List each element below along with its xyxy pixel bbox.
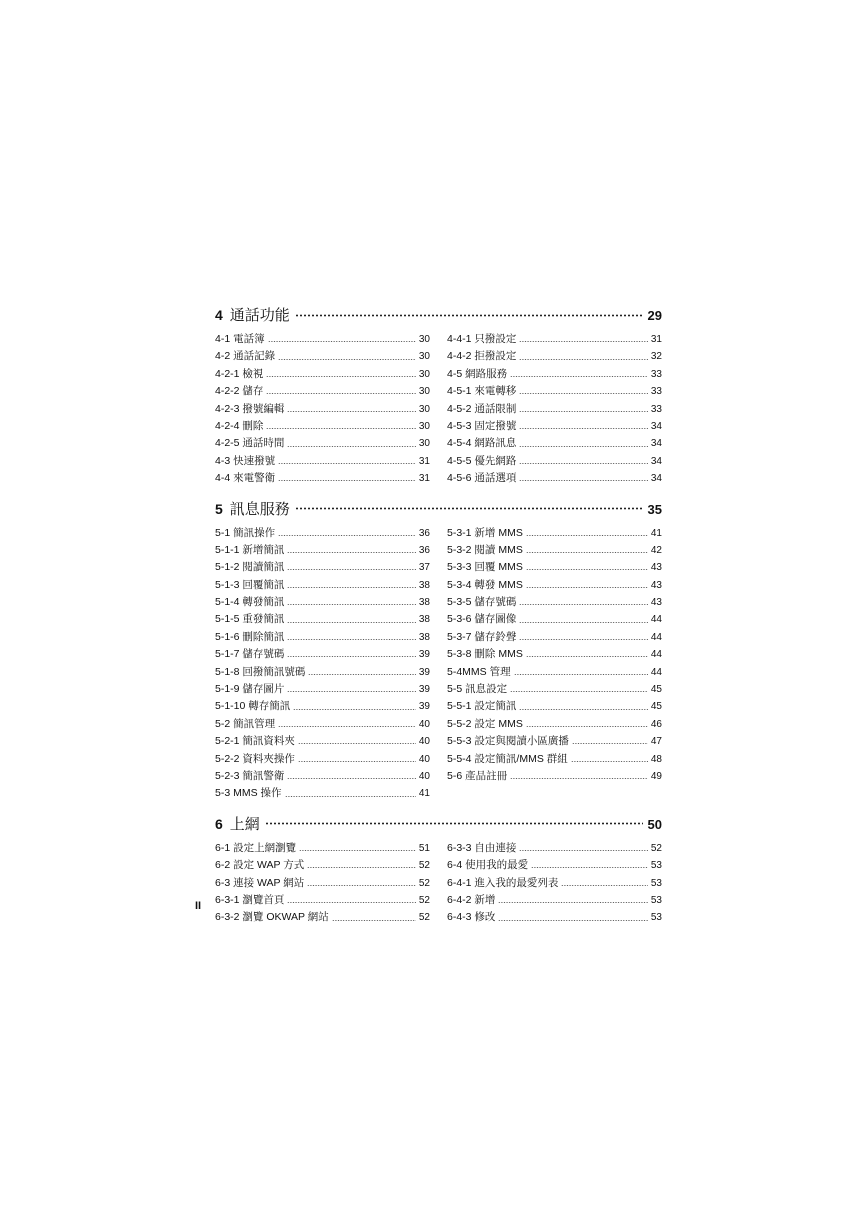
entry-column-left — [215, 331, 430, 488]
entry-label: 5-3-8 刪除 MMS — [447, 648, 523, 661]
leader-dots — [526, 550, 648, 556]
entry-page: 45 — [650, 684, 662, 696]
entry-page: 39 — [418, 701, 430, 713]
toc-entry[interactable] — [447, 629, 662, 646]
entry-label: 5-1-7 儲存號碼 — [215, 648, 285, 661]
entry-label: 5-2-1 簡訊資料夾 — [215, 735, 295, 748]
leader-dots — [519, 356, 647, 362]
entry-page: 32 — [650, 351, 662, 363]
entry-label: 5-2-3 簡訊警衛 — [215, 769, 285, 782]
toc-entry[interactable] — [215, 559, 430, 576]
entry-label: 6-2 設定 WAP 方式 — [215, 859, 305, 872]
leader-dots — [519, 478, 647, 484]
leader-dots — [519, 443, 647, 449]
entry-page: 31 — [418, 473, 430, 485]
entry-columns — [215, 525, 662, 803]
toc-entry[interactable] — [215, 733, 430, 750]
toc-entry[interactable] — [215, 383, 430, 400]
leader-dots — [571, 758, 648, 764]
entry-label: 4-2-4 刪除 — [215, 419, 264, 432]
entry-page: 34 — [650, 438, 662, 450]
toc-entry[interactable] — [447, 875, 662, 892]
section-page: 29 — [647, 308, 662, 323]
entry-page: 34 — [650, 455, 662, 467]
leader-dots — [510, 689, 648, 695]
toc-entry[interactable] — [215, 401, 430, 418]
leader-dots — [519, 602, 647, 608]
toc-entry[interactable] — [215, 664, 430, 681]
entry-label: 5-2-2 資料夾操作 — [215, 752, 295, 765]
entry-label: 4-2 通話記錄 — [215, 350, 276, 363]
leader-dots — [572, 741, 648, 747]
entry-label: 6-3 連接 WAP 網站 — [215, 876, 305, 889]
toc-section — [215, 304, 662, 488]
toc-entry[interactable] — [215, 681, 430, 698]
entry-page: 38 — [418, 597, 430, 609]
entry-label: 4-3 快速撥號 — [215, 454, 276, 467]
leader-dots — [293, 706, 416, 712]
entry-page: 51 — [418, 842, 430, 854]
leader-dots — [285, 793, 416, 799]
leader-dots — [298, 758, 416, 764]
entry-page: 53 — [650, 877, 662, 889]
entry-column-right — [447, 525, 662, 803]
toc-entry[interactable] — [215, 857, 430, 874]
leader-dots — [287, 567, 415, 573]
entry-page: 33 — [650, 403, 662, 415]
leader-dots — [526, 567, 648, 573]
toc-entry[interactable] — [215, 751, 430, 768]
toc-entry[interactable] — [215, 525, 430, 542]
leader-dots — [287, 619, 415, 625]
entry-page: 34 — [650, 473, 662, 485]
entry-label: 5-1-4 轉發簡訊 — [215, 596, 285, 609]
entry-page: 30 — [418, 403, 430, 415]
entry-page: 34 — [650, 420, 662, 432]
leader-dots — [519, 706, 647, 712]
entry-label: 5-3-6 儲存圖像 — [447, 613, 517, 626]
entry-label: 6-3-1 瀏覽首頁 — [215, 893, 285, 906]
entry-page: 43 — [650, 579, 662, 591]
entry-label: 4-5-1 來電轉移 — [447, 385, 517, 398]
entry-page: 30 — [418, 386, 430, 398]
entry-label: 5-1-3 回覆簡訊 — [215, 578, 285, 591]
toc-entry[interactable] — [215, 892, 430, 909]
entry-label: 4-2-5 通話時間 — [215, 437, 285, 450]
entry-label: 5-3-5 儲存號碼 — [447, 596, 517, 609]
toc-entry[interactable] — [447, 418, 662, 435]
toc-entry[interactable] — [215, 577, 430, 594]
entry-label: 5-3 MMS 操作 — [215, 787, 282, 800]
entry-label: 4-1 電話簿 — [215, 333, 265, 345]
leader-dots — [519, 847, 647, 853]
entry-columns — [215, 331, 662, 488]
toc-entry[interactable] — [447, 331, 662, 348]
toc-entry[interactable] — [215, 716, 430, 733]
entry-page: 49 — [650, 770, 662, 782]
toc-entry[interactable] — [447, 542, 662, 559]
entry-label: 5-1-2 閱讀簡訊 — [215, 561, 285, 574]
leader-dots — [266, 391, 415, 397]
table-of-contents — [215, 304, 662, 927]
section-page: 35 — [647, 501, 662, 517]
entry-page: 52 — [418, 877, 430, 889]
entry-page: 47 — [650, 736, 662, 748]
entry-column-left — [215, 840, 430, 927]
leader-dots — [287, 408, 415, 414]
leader-dots — [519, 460, 647, 466]
leader-dots — [307, 882, 416, 888]
leader-dots — [287, 689, 415, 695]
toc-entry[interactable] — [447, 681, 662, 698]
toc-entry[interactable] — [447, 559, 662, 576]
toc-entry[interactable] — [447, 470, 662, 487]
leader-dots — [287, 443, 415, 449]
leader-dots — [526, 532, 648, 538]
leader-dots — [308, 671, 415, 677]
toc-entry[interactable] — [447, 577, 662, 594]
leader-dots — [266, 426, 415, 432]
leader-dots — [295, 311, 643, 320]
leader-dots — [268, 339, 416, 345]
entry-label: 5-5-1 設定簡訊 — [447, 700, 517, 713]
entry-label: 6-1 設定上網瀏覽 — [215, 841, 297, 854]
toc-entry[interactable] — [447, 716, 662, 733]
leader-dots — [526, 584, 648, 590]
leader-dots — [287, 584, 415, 590]
entry-label: 4-4-1 只撥設定 — [447, 333, 517, 345]
toc-entry[interactable] — [447, 909, 662, 926]
entry-page: 46 — [650, 718, 662, 730]
entry-label: 6-4-2 新增 — [447, 893, 496, 906]
toc-entry[interactable] — [215, 909, 430, 926]
entry-label: 5-3-4 轉發 MMS — [447, 578, 523, 591]
entry-label: 4-2-3 撥號編輯 — [215, 402, 285, 415]
toc-entry[interactable] — [215, 366, 430, 383]
leader-dots — [510, 373, 648, 379]
entry-label: 5-3-2 閱讀 MMS — [447, 543, 523, 556]
toc-entry[interactable] — [447, 768, 662, 785]
toc-entry[interactable] — [447, 435, 662, 452]
section-page: 50 — [647, 816, 662, 832]
leader-dots — [510, 776, 648, 782]
toc-entry[interactable] — [215, 348, 430, 365]
entry-label: 5-3-3 回覆 MMS — [447, 561, 523, 574]
toc-entry[interactable] — [215, 875, 430, 892]
toc-entry[interactable] — [447, 453, 662, 470]
toc-entry[interactable] — [215, 418, 430, 435]
entry-label: 5-1-10 轉存簡訊 — [215, 700, 291, 713]
entry-page: 52 — [418, 894, 430, 906]
leader-dots — [265, 819, 643, 828]
entry-label: 5-1-9 儲存圖片 — [215, 683, 285, 696]
entry-page: 53 — [650, 912, 662, 924]
toc-entry[interactable] — [215, 698, 430, 715]
entry-label: 5-3-1 新增 MMS — [447, 526, 523, 539]
entry-label: 4-5-6 通話選項 — [447, 472, 517, 485]
entry-label: 5-2 簡訊管理 — [215, 717, 276, 730]
entry-page: 44 — [650, 649, 662, 661]
toc-entry[interactable] — [215, 611, 430, 628]
entry-label: 6-4-3 修改 — [447, 911, 496, 924]
entry-page: 52 — [650, 842, 662, 854]
entry-label: 5-4MMS 管理 — [447, 665, 511, 678]
toc-entry[interactable] — [215, 629, 430, 646]
entry-label: 5-1-1 新增簡訊 — [215, 543, 285, 556]
leader-dots — [498, 900, 647, 906]
entry-page: 41 — [650, 527, 662, 539]
entry-label: 5-1-6 刪除簡訊 — [215, 630, 285, 643]
entry-page: 38 — [418, 614, 430, 626]
leader-dots — [519, 426, 647, 432]
toc-entry[interactable] — [215, 542, 430, 559]
toc-entry[interactable] — [215, 470, 430, 487]
toc-entry[interactable] — [447, 348, 662, 365]
entry-page: 33 — [650, 386, 662, 398]
entry-column-right — [447, 840, 662, 927]
entry-page: 38 — [418, 631, 430, 643]
entry-page: 53 — [650, 894, 662, 906]
page-number: II — [195, 900, 202, 912]
section-heading[interactable] — [215, 813, 662, 835]
leader-dots — [278, 478, 416, 484]
entry-page: 33 — [650, 368, 662, 380]
toc-entry[interactable] — [447, 401, 662, 418]
leader-dots — [266, 373, 415, 379]
entry-label: 6-4-1 進入我的最愛列表 — [447, 876, 559, 889]
toc-entry[interactable] — [447, 857, 662, 874]
entry-page: 40 — [418, 753, 430, 765]
section-heading[interactable] — [215, 498, 662, 520]
leader-dots — [526, 654, 648, 660]
toc-entry[interactable] — [447, 892, 662, 909]
entry-page: 40 — [418, 736, 430, 748]
section-title: 通話功能 — [229, 307, 290, 324]
entry-page: 43 — [650, 562, 662, 574]
entry-label: 5-1 簡訊操作 — [215, 526, 276, 539]
entry-page: 48 — [650, 753, 662, 765]
leader-dots — [519, 637, 647, 643]
section-number: 6 — [215, 815, 223, 832]
entry-label: 4-4-2 拒撥設定 — [447, 350, 517, 363]
toc-entry[interactable] — [447, 594, 662, 611]
toc-entry[interactable] — [447, 646, 662, 663]
toc-entry[interactable] — [447, 733, 662, 750]
entry-page: 30 — [418, 368, 430, 380]
entry-page: 37 — [418, 562, 430, 574]
entry-page: 31 — [418, 455, 430, 467]
entry-label: 4-4 來電警衛 — [215, 472, 276, 485]
toc-section — [215, 813, 662, 927]
toc-entry[interactable] — [447, 611, 662, 628]
leader-dots — [287, 776, 415, 782]
section-number: 4 — [215, 307, 223, 323]
leader-dots — [332, 917, 416, 923]
leader-dots — [298, 741, 416, 747]
entry-label: 4-2-1 檢視 — [215, 367, 264, 380]
leader-dots — [498, 917, 647, 923]
entry-label: 6-4 使用我的最愛 — [447, 859, 529, 872]
entry-page: 39 — [418, 684, 430, 696]
entry-label: 4-5-4 網路訊息 — [447, 437, 517, 450]
entry-page: 30 — [418, 351, 430, 363]
entry-label: 4-2-2 儲存 — [215, 385, 264, 398]
toc-section — [215, 498, 662, 803]
entry-label: 5-1-8 回撥簡訊號碼 — [215, 665, 306, 678]
entry-page: 52 — [418, 860, 430, 872]
toc-entry[interactable] — [215, 435, 430, 452]
entry-page: 36 — [418, 527, 430, 539]
entry-page: 41 — [418, 788, 430, 800]
toc-entry[interactable] — [447, 840, 662, 857]
entry-label: 5-5-2 設定 MMS — [447, 717, 523, 730]
entry-label: 4-5-2 通話限制 — [447, 402, 517, 415]
entry-label: 6-3-3 自由連接 — [447, 841, 517, 854]
leader-dots — [519, 339, 647, 345]
entry-page: 52 — [418, 912, 430, 924]
leader-dots — [519, 408, 647, 414]
entry-column-right — [447, 331, 662, 488]
entry-page: 44 — [650, 666, 662, 678]
entry-label: 5-5-3 設定與閱讀小區廣播 — [447, 735, 569, 748]
leader-dots — [526, 724, 648, 730]
entry-page: 40 — [418, 770, 430, 782]
leader-dots — [278, 356, 416, 362]
entry-label: 4-5-3 固定撥號 — [447, 419, 517, 432]
leader-dots — [278, 724, 416, 730]
entry-page: 39 — [418, 666, 430, 678]
entry-label: 5-5-4 設定簡訊/MMS 群組 — [447, 752, 568, 765]
leader-dots — [299, 847, 416, 853]
toc-entry[interactable] — [215, 453, 430, 470]
leader-dots — [287, 654, 415, 660]
toc-entry[interactable] — [447, 664, 662, 681]
entry-page: 39 — [418, 649, 430, 661]
leader-dots — [561, 882, 647, 888]
toc-entry[interactable] — [215, 785, 430, 802]
section-title: 訊息服務 — [229, 500, 290, 518]
entry-page: 40 — [418, 718, 430, 730]
toc-entry[interactable] — [447, 751, 662, 768]
entry-label: 5-6 產品註冊 — [447, 769, 508, 782]
entry-label: 4-5 網路服務 — [447, 367, 508, 380]
leader-dots — [514, 671, 648, 677]
entry-page: 30 — [418, 438, 430, 450]
leader-dots — [287, 602, 415, 608]
toc-entry[interactable] — [447, 698, 662, 715]
leader-dots — [531, 865, 648, 871]
entry-label: 5-1-5 重發簡訊 — [215, 613, 285, 626]
toc-entry[interactable] — [215, 331, 430, 348]
entry-page: 44 — [650, 631, 662, 643]
leader-dots — [278, 532, 416, 538]
entry-page: 44 — [650, 614, 662, 626]
leader-dots — [295, 504, 643, 513]
leader-dots — [519, 391, 647, 397]
entry-page: 31 — [650, 334, 662, 345]
entry-page: 45 — [650, 701, 662, 713]
toc-entry[interactable] — [447, 383, 662, 400]
entry-page: 53 — [650, 860, 662, 872]
toc-entry[interactable] — [215, 768, 430, 785]
entry-page: 43 — [650, 597, 662, 609]
leader-dots — [287, 550, 415, 556]
section-heading[interactable] — [215, 304, 662, 326]
section-title: 上網 — [229, 815, 260, 833]
entry-page: 42 — [650, 544, 662, 556]
entry-page: 30 — [418, 334, 430, 345]
entry-label: 6-3-2 瀏覽 OKWAP 網站 — [215, 911, 329, 924]
section-number: 5 — [215, 500, 223, 517]
toc-entry[interactable] — [447, 525, 662, 542]
leader-dots — [307, 865, 416, 871]
entry-label: 5-5 訊息設定 — [447, 683, 508, 696]
entry-label: 4-5-5 優先網路 — [447, 454, 517, 467]
entry-page: 38 — [418, 579, 430, 591]
entry-column-left — [215, 525, 430, 803]
toc-entry[interactable] — [215, 646, 430, 663]
leader-dots — [287, 900, 415, 906]
entry-columns — [215, 840, 662, 927]
entry-page: 36 — [418, 544, 430, 556]
leader-dots — [519, 619, 647, 625]
leader-dots — [287, 637, 415, 643]
entry-label: 5-3-7 儲存鈴聲 — [447, 630, 517, 643]
toc-entry[interactable] — [215, 840, 430, 857]
entry-page: 30 — [418, 420, 430, 432]
leader-dots — [278, 460, 416, 466]
toc-entry[interactable] — [447, 366, 662, 383]
toc-entry[interactable] — [215, 594, 430, 611]
